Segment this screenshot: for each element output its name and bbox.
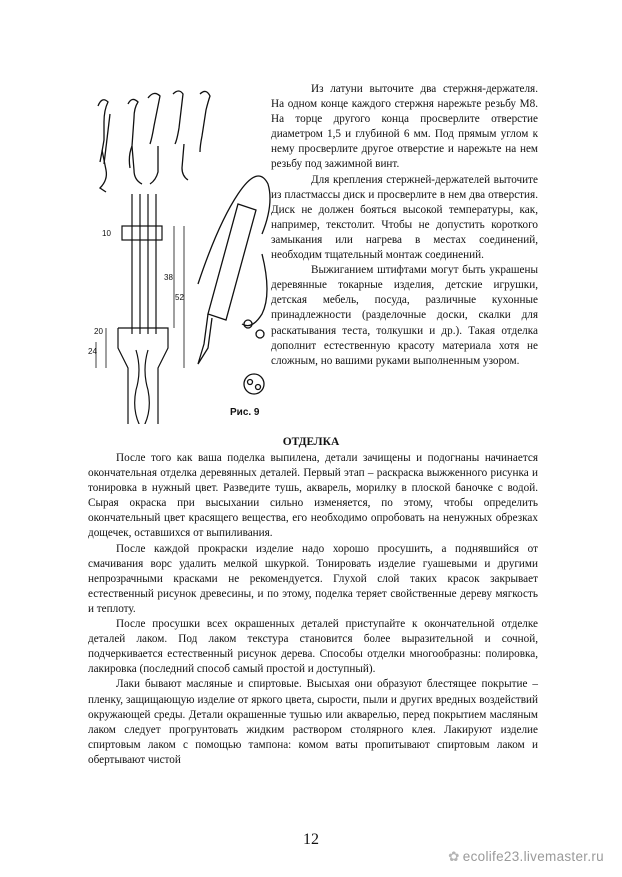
watermark — [448, 849, 604, 865]
paragraph: После того как ваша поделка выпилена, детали зачищены и подогнаны начинается окончательная отделка деревянных деталей. Первый этап – раскраска выжженного рисунка и тонировка в нужный цвет. Разведите тушь, акварель, морилку в плоской баночке с водой. Сырая окраска при высыхании сильно изменяется, по этому, чтобы определить окончательный цвет красящего вещества, его необходимо опробовать на ненужных обрезках дощечек, оставшихся от выпиливания. — [88, 452, 538, 540]
dim-20: 20 — [94, 327, 103, 336]
figure-illustration — [88, 84, 288, 424]
paragraph: Лаки бывают масляные и спиртовые. Высыхая они образуют блестящее покрытие – пленку, защищающую изделие от яркого цвета, сырости, пыли и других вредных воздействий окружающей среды. Детали окрашенные тушью или акварелью, перед покрытием масляным лаком следует прогрунтовать жидким раствором столярного клея. Лакируют изделие спиртовым лаком с помощью тампона: комом ваты пропитывают спиртовым лаком и обертывают чистой — [88, 678, 538, 766]
flower-icon: ✿ — [448, 849, 460, 864]
dim-52: 52 — [175, 293, 184, 302]
figure-caption: Рис. 9 — [230, 407, 260, 418]
paragraph: Из латуни выточите два стержня-держателя. На одном конце каждого стержня нарежьте резьбу М8. На торце другого конца просверлите отверстие диаметром 1,5 и глубиной 6 мм. Под прямым углом к нему просверлите другое отверстие и нарежьте на нем резьбу под зажимной винт. — [271, 83, 538, 171]
paragraph: Для крепления стержней-держателей выточите из пластмассы диск и просверлите в нем два отверстия. Диск не должен бояться высокой температуры, как, например, текстолит. Чтобы не допустить короткого замыкания или нагрева в местах соединений, необходим тщательный монтаж соединений. — [271, 173, 538, 262]
burner-pen-drawing — [198, 176, 270, 394]
dim-24: 24 — [88, 347, 97, 356]
main-text-body — [88, 451, 538, 768]
watermark-text: ecolife23.livemaster.ru — [462, 849, 604, 864]
right-text-column — [271, 82, 538, 369]
dimension-labels — [88, 229, 184, 356]
dim-10: 10 — [102, 229, 111, 238]
paragraph: После каждой прокраски изделие надо хорошо просушить, а поднявшийся от смачивания ворс удалить мелкой шкуркой. Тонировать изделие гуашевыми и другими непрозрачными красками не рекомендуется. Глухой слой таких красок закрывает естественный рисунок древесины, и по этому, поделка теряет свойственные дереву мягкость и теплоту. — [88, 542, 538, 615]
paragraph: После просушки всех окрашенных деталей приступайте к окончательной отделке деталей лаком. Под лаком текстура становится более выразительной и сочной, подчеркивается естественный рисунок дерева. Способы отделки многообразны: полировка, лакировка (последний способ самый простой и доступный). — [88, 618, 538, 676]
paragraph: Выжиганием штифтами могут быть украшены деревянные токарные изделия, детские игрушки, детская мебель, посуда, различные кухонные принадлежности (разделочные доски, скалки для раскатывания теста, толкушки и др.). Такая отделка дополнит естественную красоту материала хотя не сложным, но вашими руками выполненным узором. — [271, 264, 538, 367]
page-number: 12 — [303, 831, 319, 848]
wire-tips-drawing — [98, 91, 210, 192]
section-heading: ОТДЕЛКА — [282, 436, 340, 448]
dim-38: 38 — [164, 273, 173, 282]
